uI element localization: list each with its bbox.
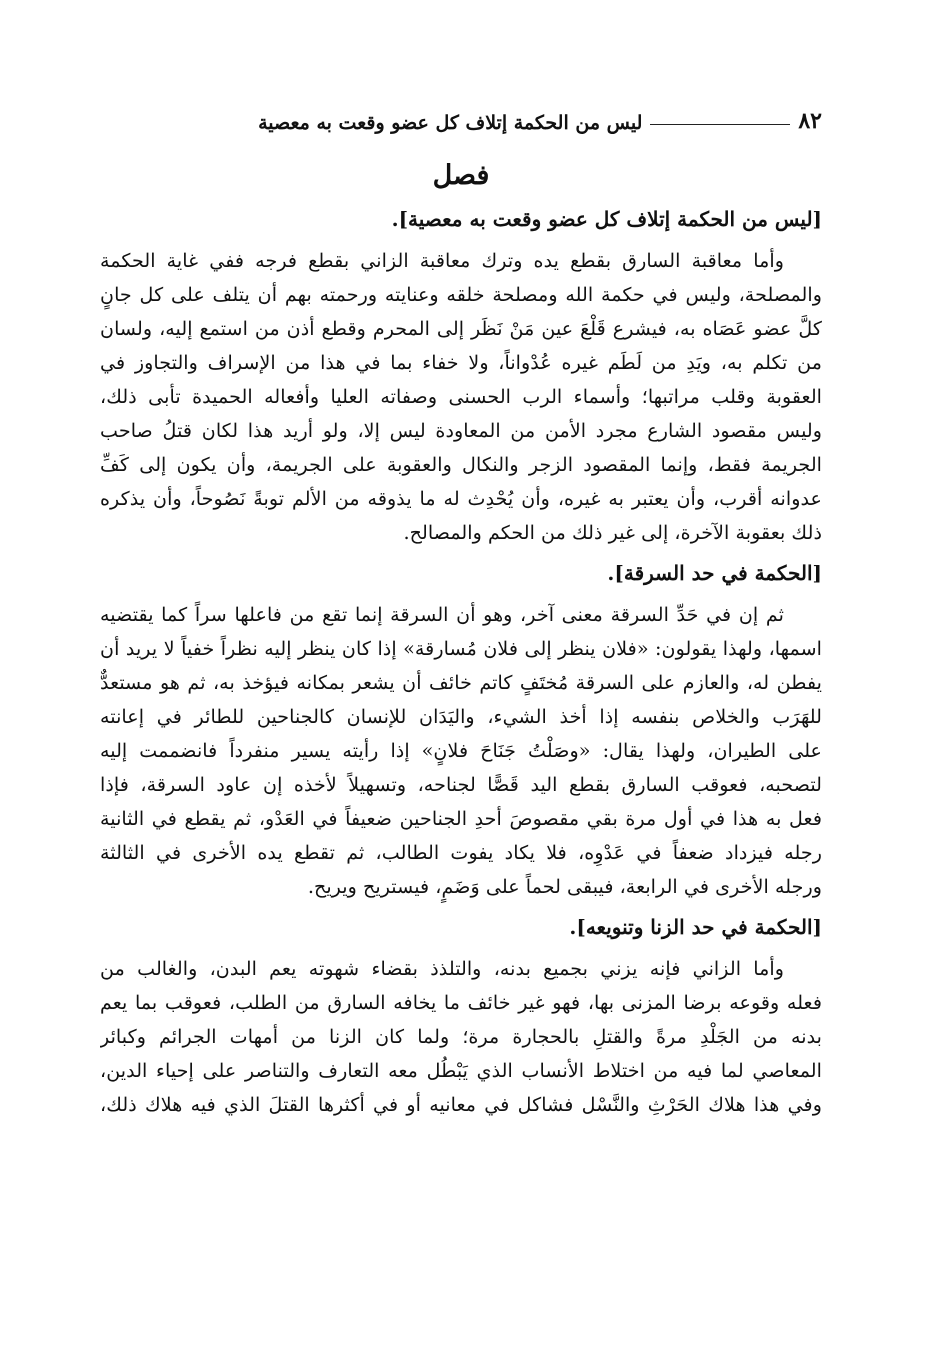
text-line: عدوانه أقرب، وأن يعتبر به غيره، وأن يُحْدِث له ما يذوقه من الألم توبةً نَصُوحاً، وأن يذكره	[100, 487, 822, 510]
text-line: على الطيران، ولهذا يقال: «وصَلْتُ جَنَاحَ فلانٍ» إذا رأيته يسير منفرداً فانضممت إليه	[100, 739, 822, 762]
text-line: المعاصي لما فيه من اختلاط الأنساب الذي يَبْطُل معه التعارف والتناصر على إحياء الدين،	[100, 1059, 822, 1082]
section-heading: [الحكمة في حد السرقة].	[607, 561, 822, 585]
text-line: فعل به هذا في أول مرة بقي مقصوصَ أحدِ الجناحين ضعيفاً في العَدْو، ثم يقطع في الثانية	[100, 807, 822, 830]
text-line: يفطن له، والعازم على السرقة مُختَفٍ كاتم خائف أن يشعر بمكانه فيؤخذ به، ثم هو مستعدٌّ	[100, 671, 822, 694]
text-line: لتصحبه، فعوقب السارق بقطع اليد قَصًّا لجناحه، وتسهيلاً لأخذه إن عاود السرقة، فإذا	[100, 773, 822, 796]
text-line: ورجله الأخرى في الرابعة، فيبقى لحماً على وَضَمٍ، فيستريح ويريح.	[307, 875, 822, 898]
running-header	[100, 100, 822, 134]
text-line: وفي هذا هلاك الحَرْثِ والنَّسْل فشاكل في معانيه أو في أكثرها القتلَ الذي فيه هلاك ذلك،	[100, 1093, 822, 1116]
chapter-title: فصل	[432, 160, 490, 191]
section-heading: [ليس من الحكمة إتلاف كل عضو وقعت به معصية].	[391, 207, 822, 231]
text-line: العقوبة وقلب مراتبها؛ وأسماء الرب الحسنى وصفاته العليا وأفعاله الحميدة تأبى ذلك،	[100, 385, 822, 408]
book-page	[100, 100, 822, 1122]
text-line: وليس مقصود الشارع مجرد الأمن من المعاودة ليس إلا، ولو أريد هذا لكان قتلُ صاحب	[100, 419, 822, 442]
paragraph	[100, 598, 822, 904]
text-line: وأما الزاني فإنه يزني بجميع بدنه، والتلذذ بقضاء شهوته يعم البدن، والغالب من	[100, 957, 784, 980]
section-theft-punishment	[100, 558, 822, 904]
running-title: ليس من الحكمة إتلاف كل عضو وقعت به معصية	[258, 112, 643, 134]
section-heading: [الحكمة في حد الزنا وتنويعه].	[569, 915, 822, 939]
text-line: فعله وقوعه برضا المزنى بها، فهو غير خائف ما يخافه السارق من الطلب، فعوقب بما يعم	[100, 991, 822, 1014]
text-line: للهَرَب والخلاص بنفسه إذا أخذ الشيء، واليَدَان للإنسان كالجناحين للطائر في إعانته	[100, 705, 822, 728]
text-line: اسمها، ولهذا يقولون: «فلان ينظر إلى فلان مُسارقة» إذا كان ينظر إليه نظراً خفياً لا يريد أن	[100, 637, 822, 660]
text-line: ذلك بعقوبة الآخرة، إلى غير ذلك من الحكم والمصالح.	[403, 521, 822, 544]
paragraph	[100, 244, 822, 550]
text-line: والمصلحة، وليس في حكمة الله ومصلحة خلقه وعنايته ورحمته بهم أن يتلف على كل جانٍ	[100, 283, 822, 306]
text-line: من تكلم به، ويَدِ من لَطَم غيره عُدْواناً، ولا خفاء بما في هذا من الإسراف والتجاوز في	[100, 351, 822, 374]
text-line: الجريمة فقط، وإنما المقصود الزجر والنكال والعقوبة على الجريمة، وأن يكون إلى كَفِّ	[100, 453, 822, 476]
paragraph	[100, 952, 822, 1122]
page-number: ٨٢	[798, 108, 822, 134]
section-not-wisdom	[100, 204, 822, 550]
text-line: رجله فيزداد ضعفاً في عَدْوِه، فلا يكاد يفوت الطالب، ثم تقطع يده الأخرى في الثالثة	[100, 841, 822, 864]
text-line: بدنه من الجَلْدِ مرةً والقتلِ بالحجارة مرة؛ ولما كان الزنا من أمهات الجرائم وكبائر	[100, 1025, 822, 1048]
section-zina-punishment	[100, 912, 822, 1122]
header-rule	[650, 124, 790, 125]
text-line: وأما معاقبة السارق بقطع يده وترك معاقبة الزاني بقطع فرجه ففي غاية الحكمة	[100, 249, 784, 272]
text-line: كلَّ عضو عَصَاه به، فيشرع قَلْعَ عين مَنْ نَظَر إلى المحرم وقطع أذن من استمع إليه، ولسان	[100, 317, 822, 340]
text-line: ثم إن في حَدِّ السرقة معنى آخر، وهو أن السرقة إنما تقع من فاعلها سراً كما يقتضيه	[100, 603, 784, 626]
